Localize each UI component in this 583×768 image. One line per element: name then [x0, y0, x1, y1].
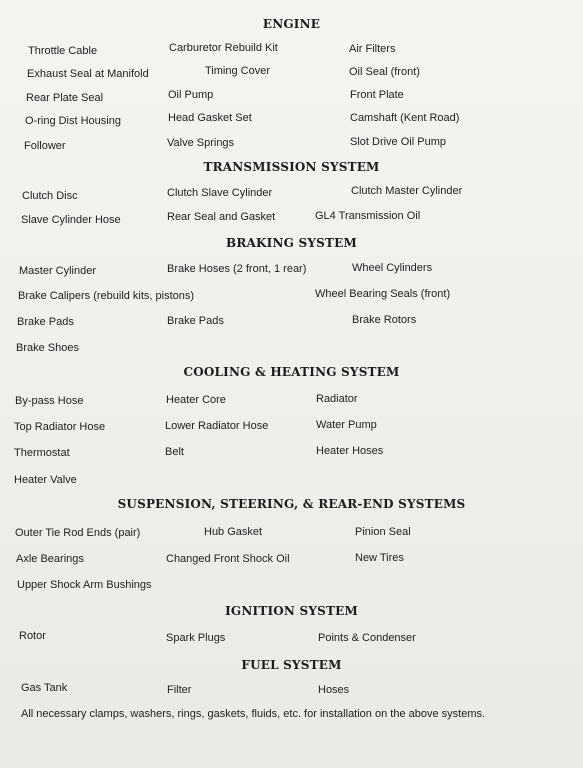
section-heading-braking: BRAKING SYSTEM: [226, 236, 357, 250]
list-item: Brake Shoes: [16, 342, 79, 354]
section-heading-fuel: FUEL SYSTEM: [241, 658, 342, 672]
list-item: Hoses: [318, 684, 350, 696]
list-item: Air Filters: [349, 43, 396, 55]
list-item: Upper Shock Arm Bushings: [17, 579, 152, 591]
list-item: Brake Hoses (2 front, 1 rear): [167, 263, 307, 275]
list-item: Filter: [167, 684, 192, 696]
section-heading-suspension: SUSPENSION, STEERING, & REAR-END SYSTEMS: [117, 497, 466, 511]
list-item: Lower Radiator Hose: [165, 420, 269, 432]
list-item: Brake Pads: [17, 316, 74, 328]
list-item: Brake Calipers (rebuild kits, pistons): [18, 290, 195, 302]
list-item: New Tires: [355, 552, 404, 564]
list-item: Spark Plugs: [166, 632, 226, 644]
list-item: Exhaust Seal at Manifold: [27, 68, 149, 80]
list-item: Changed Front Shock Oil: [166, 553, 290, 565]
list-item: Master Cylinder: [19, 265, 97, 277]
list-item: Clutch Slave Cylinder: [167, 187, 273, 199]
list-item: Heater Valve: [14, 474, 77, 486]
list-item: Clutch Master Cylinder: [351, 185, 463, 197]
list-item: Belt: [165, 446, 184, 458]
list-item: Outer Tie Rod Ends (pair): [15, 527, 141, 539]
list-item: Rear Seal and Gasket: [167, 211, 276, 223]
list-item: Follower: [24, 140, 66, 152]
list-item: Pinion Seal: [355, 526, 411, 538]
list-item: Heater Hoses: [316, 445, 384, 457]
list-item: Heater Core: [166, 394, 226, 406]
list-item: Brake Rotors: [352, 314, 417, 326]
list-item: Water Pump: [316, 419, 377, 431]
list-item: Thermostat: [14, 447, 70, 459]
list-item: Radiator: [316, 393, 358, 405]
list-item: Slave Cylinder Hose: [21, 214, 121, 226]
section-heading-engine: ENGINE: [262, 17, 321, 31]
section-heading-transmission: TRANSMISSION SYSTEM: [203, 160, 380, 174]
list-item: Timing Cover: [205, 65, 270, 77]
list-item: GL4 Transmission Oil: [315, 210, 421, 222]
list-item: By-pass Hose: [15, 395, 84, 407]
list-item: Top Radiator Hose: [14, 421, 106, 433]
list-item: Valve Springs: [167, 137, 235, 149]
list-item: Throttle Cable: [28, 45, 98, 57]
list-item: Carburetor Rebuild Kit: [169, 42, 278, 54]
list-item: Rear Plate Seal: [26, 92, 104, 104]
list-item: Gas Tank: [21, 682, 68, 694]
list-item: Wheel Bearing Seals (front): [315, 288, 451, 300]
list-item: Camshaft (Kent Road): [350, 112, 460, 124]
list-item: Rotor: [19, 630, 46, 642]
list-item: O-ring Dist Housing: [25, 115, 121, 127]
list-item: Hub Gasket: [204, 526, 263, 538]
footer-note: All necessary clamps, washers, rings, gaskets, fluids, etc. for installation on the above systems.: [21, 708, 486, 720]
section-heading-cooling: COOLING & HEATING SYSTEM: [183, 365, 400, 379]
list-item: Head Gasket Set: [168, 112, 252, 124]
list-item: Brake Pads: [167, 315, 224, 327]
section-heading-ignition: IGNITION SYSTEM: [225, 604, 358, 618]
list-item: Slot Drive Oil Pump: [350, 136, 446, 148]
list-item: Clutch Disc: [22, 190, 78, 202]
list-item: Oil Pump: [168, 89, 214, 101]
list-item: Front Plate: [350, 89, 404, 101]
list-item: Axle Bearings: [16, 553, 84, 565]
list-item: Oil Seal (front): [349, 66, 420, 78]
list-item: Wheel Cylinders: [352, 262, 433, 274]
list-item: Points & Condenser: [318, 632, 416, 644]
